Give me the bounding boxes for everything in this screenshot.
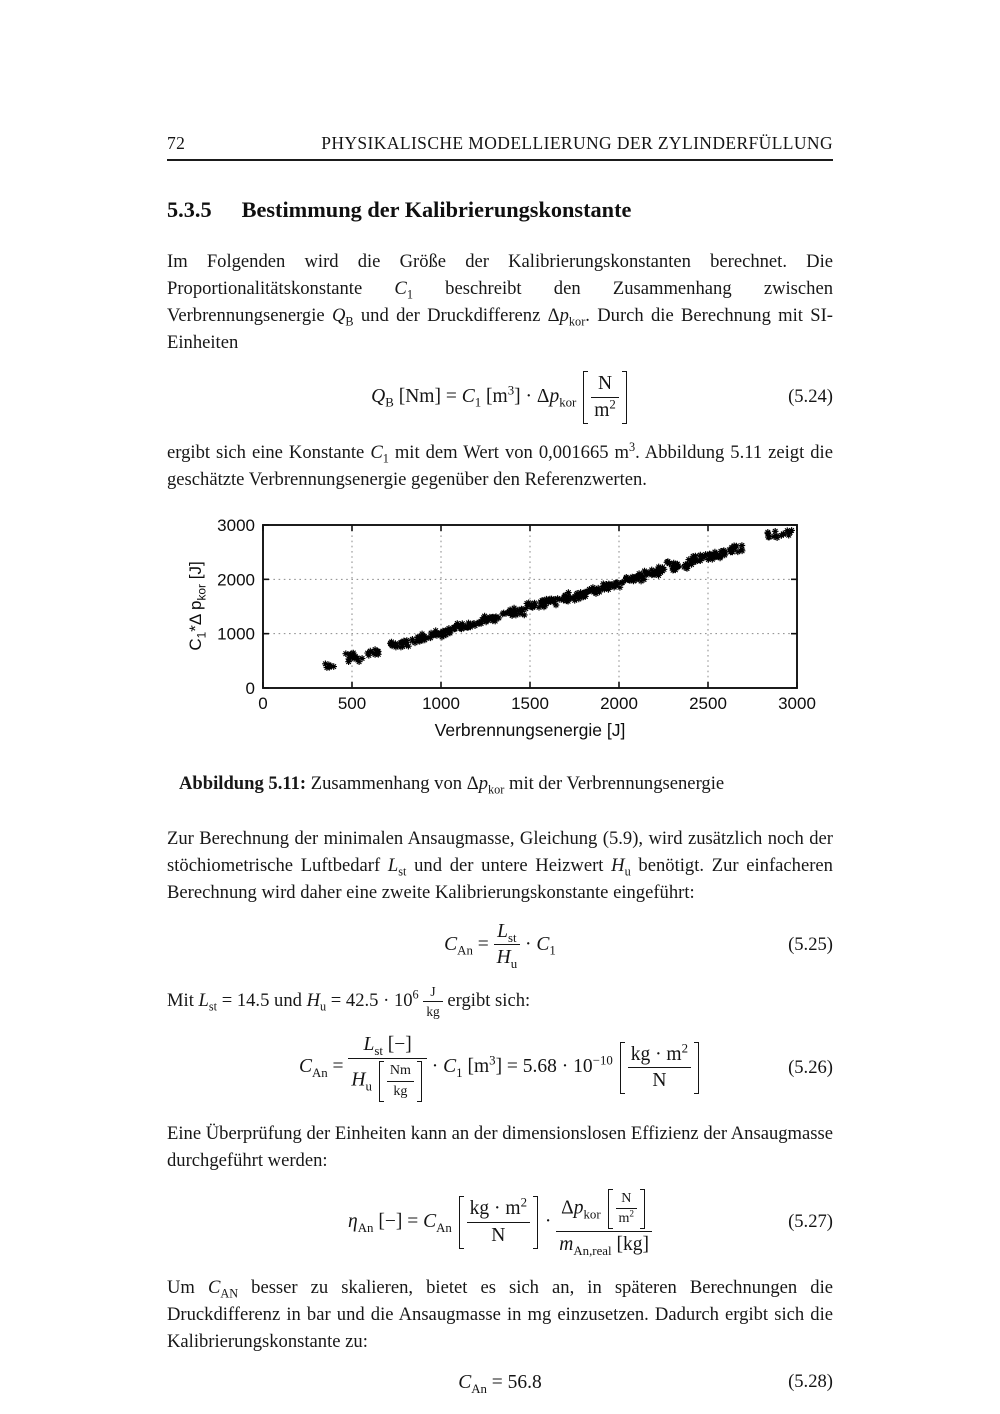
svg-text:0: 0: [258, 693, 268, 713]
page-number: 72: [167, 133, 186, 153]
equation-content: $C_{An}$ = $L_{st}$ [−] $H_u$ $\frac{Nm}{kg}$ · $C_1$ $[m^3] = 5.68 \cdot 10^{-10}$ $\frac{kg \cdot m^2}{N}$: [299, 1034, 701, 1101]
equation-number: (5.24): [788, 386, 833, 408]
paragraph-skalierung: Um $C_{AN}$ besser zu skalieren, bietet es sich an, in späteren Berechnungen die Druckdifferenz in bar und die Ansaugmasse in mg einzusetzen. Dadurch ergibt sich die Kalibrierungskonstante zu:: [167, 1276, 833, 1352]
paragraph-mit-werten: Mit $L_{st} = 14.5$ und $H_u = 42.5 \cdot 10^6$ $\frac{J}{kg}$ ergibt sich:: [167, 984, 531, 1020]
page-header: [167, 133, 833, 154]
scatter-markers: [322, 527, 795, 671]
equation-number: (5.28): [788, 1371, 833, 1393]
svg-text:1000: 1000: [422, 693, 460, 713]
document-page: [167, 0, 833, 1395]
paragraph-ueberpruefung: Eine Überprüfung der Einheiten kann an der dimensionslosen Effizienz der Ansaugmasse durchgeführt werden:: [167, 1122, 833, 1171]
section-title: Bestimmung der Kalibrierungskonstante: [241, 197, 632, 222]
equation-5-25: [167, 921, 833, 970]
paragraph-ansaugmasse: Zur Berechnung der minimalen Ansaugmasse, Gleichung (5.9), wird zusätzlich noch der stöchiometrische Luftbedarf $L_{st}$ und der untere Heizwert $H_u$ benötigt. Zur einfacheren Berechnung wird daher eine zweite Kalibrierungskonstante eingeführt:: [167, 827, 833, 903]
x-tick-labels: [258, 694, 816, 713]
running-title: PHYSIKALISCHE MODELLIERUNG DER ZYLINDERFÜLLUNG: [321, 133, 833, 153]
scatter-plot: [167, 517, 833, 717]
equation-5-26: [167, 1034, 833, 1101]
equation-content: $C_{An} = 56.8$: [458, 1371, 542, 1396]
equation-5-24: [167, 371, 833, 424]
header-rule: [167, 159, 833, 161]
svg-text:2000: 2000: [600, 693, 638, 713]
figure-5-11: [167, 517, 833, 795]
equation-5-28: [167, 1370, 833, 1395]
equation-5-27: [167, 1189, 833, 1256]
equation-content: $\eta_{An}$ [−] = $C_{An}$ $\frac{kg \cdot m^2}{N}$ · $\Delta p_{kor}$ $\frac{N}{m^2}$ $m_{An,real}$ [kg]: [348, 1189, 652, 1256]
svg-text:0: 0: [245, 678, 255, 698]
equation-content: $C_{An}$ = $\frac{L_{st}}{H_u}$ · $C_1$: [444, 920, 556, 972]
y-tick-labels: [217, 517, 255, 698]
paragraph-intro: Im Folgenden wird die Größe der Kalibrierungskonstanten berechnet. Die Proportionalitätskonstante $C_1$ beschreibt den Zusammenhang zwischen Verbrennungsenergie $Q_B$ und der Druckdifferenz $\Delta p_{kor}$. Durch die Berechnung mit SI-Einheiten: [167, 251, 833, 353]
svg-text:1000: 1000: [217, 624, 255, 644]
equation-number: (5.26): [788, 1056, 833, 1078]
equation-content: $Q_B$ $[Nm] = C_1$ $[m^3] \cdot \Delta p_{kor}$ $\frac{N}{m^2}$: [371, 371, 629, 424]
x-axis-label: Verbrennungsenergie [J]: [434, 719, 626, 740]
paragraph-constant: ergibt sich eine Konstante $C_1$ mit dem Wert von 0,001665 $m^3$. Abbildung 5.11 zeigt die geschätzte Verbrennungsenergie gegenüber den Referenzwerten.: [167, 439, 833, 490]
svg-text:3000: 3000: [778, 693, 816, 713]
svg-text:2000: 2000: [217, 569, 255, 589]
equation-number: (5.27): [788, 1211, 833, 1233]
svg-text:1500: 1500: [511, 693, 549, 713]
figure-caption: Abbildung 5.11: Zusammenhang von $\Delta p_{kor}$ mit der Verbrennungsenergie: [179, 772, 725, 797]
svg-text:3000: 3000: [217, 516, 255, 535]
section-number: 5.3.5: [167, 197, 212, 222]
section-heading: [167, 197, 833, 223]
y-axis-label: $C_1*\Delta$ $p_{kor}$ [J]: [186, 560, 209, 651]
equation-number: (5.25): [788, 933, 833, 955]
svg-text:500: 500: [337, 693, 367, 713]
svg-text:2500: 2500: [689, 693, 727, 713]
scatter-plot-area: [167, 517, 833, 747]
